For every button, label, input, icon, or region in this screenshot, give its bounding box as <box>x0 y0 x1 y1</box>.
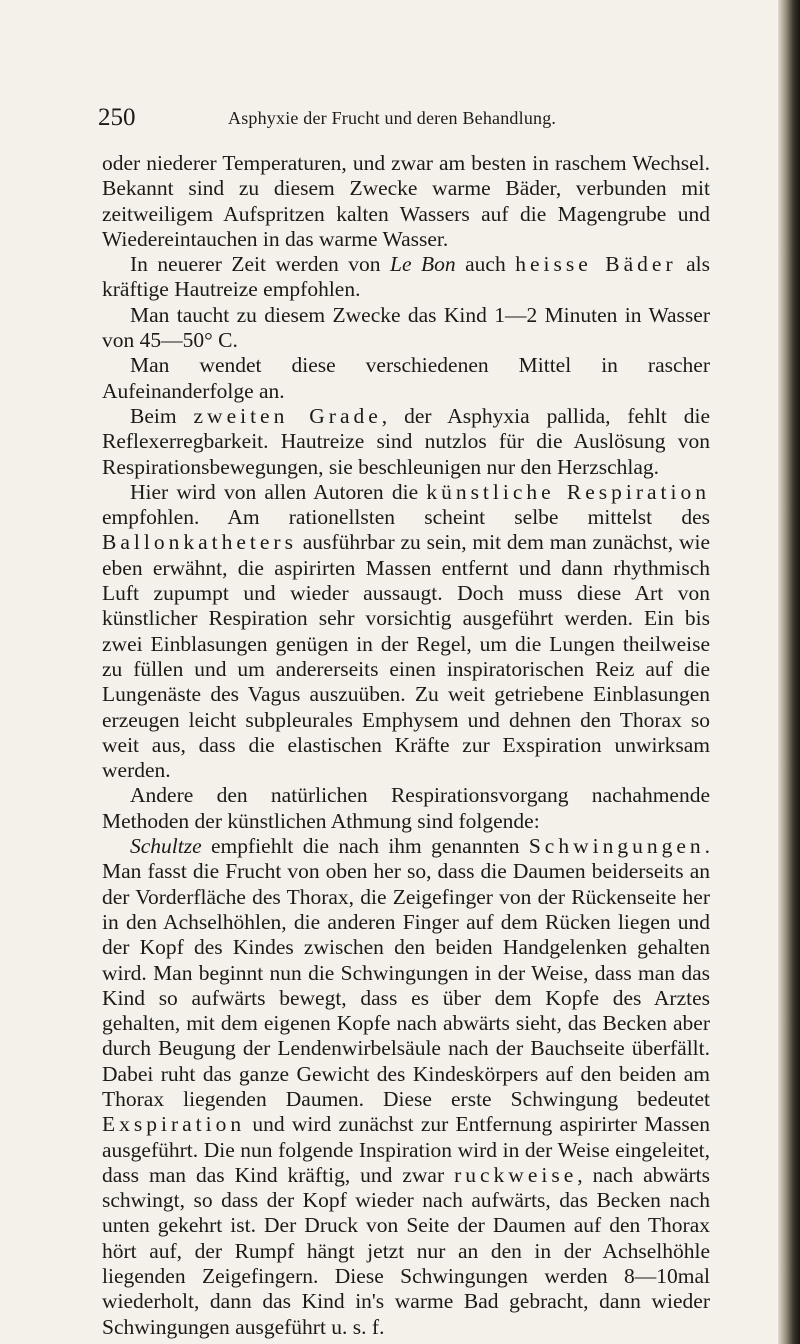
author-name: Schultze <box>130 834 202 859</box>
page-header <box>98 104 778 144</box>
text-run: auch <box>455 252 516 277</box>
emphasis: Exspiration <box>102 1112 246 1137</box>
text-run: , nach abwärts schwingt, so dass der Kopf wieder nach aufwärts, das Becken nach unten gekehrt ist. Der Druck von Seite der Daumen auf den Thorax hört auf, der Rumpf hängt jetzt nur an den in der Achselhöhle liegenden Zeigefingern. Diese Schwingungen werden 8—10mal wiederholt, dann das Kind in's warme Bad gebracht, dann wieder Schwingungen ausgeführt u. s. f. <box>102 1162 710 1339</box>
emphasis: heisse Bäder <box>515 252 677 277</box>
text-run: empfiehlt die nach ihm genannten <box>201 834 529 859</box>
paragraph <box>102 151 710 252</box>
running-title: Asphyxie der Frucht und deren Behandlung. <box>228 108 557 128</box>
text-run: ausführbar zu sein, mit dem man zunächst, wie eben erwähnt, die aspirirten Massen entfernt und dann rhythmisch Luft zupumpt und wieder aussaugt. Doch muss diese Art von künstlicher Respiration sehr vorsichtig ausgeführt werden. Ein bis zwei Einblasungen genügen in der Regel, um die Lungen theilweise zu füllen und um andererseits einen inspiratorischen Reiz auf die Lungenäste des Vagus auszuüben. Zu weit getriebene Einblasungen erzeugen leicht subpleurales Emphysem und dehnen den Thorax so weit aus, dass die elastischen Kräfte zur Exspiration unwirksam werden. <box>102 530 710 783</box>
text-run: Andere den natürlichen Respirationsvorgang nachahmende Methoden der künstlichen Athmung sind folgende: <box>102 783 710 833</box>
emphasis: künstliche Respiration <box>426 479 710 504</box>
paragraph <box>102 480 710 784</box>
author-name: Le Bon <box>390 252 456 277</box>
body-text <box>102 151 710 1340</box>
paragraph <box>102 783 710 834</box>
text-run: Beim <box>130 403 194 428</box>
text-run: und wird zunächst zur Entfernung aspirirter Massen ausgeführt. Die nun folgende Inspiration wird in der Weise eingeleitet, dass man das Kind kräftig, und zwar <box>102 1112 710 1187</box>
paragraph <box>102 834 710 1340</box>
emphasis: Schwingungen <box>528 834 705 859</box>
paragraph <box>102 303 710 354</box>
emphasis: ruckweise <box>454 1162 578 1187</box>
paragraph <box>102 404 710 480</box>
paragraph <box>102 252 710 303</box>
text-run: Man wendet diese verschiedenen Mittel in rascher Aufeinanderfolge an. <box>102 353 710 403</box>
text-run: empfohlen. Am rationellsten scheint selbe mittelst des <box>102 505 710 530</box>
text-run: . Man fasst die Frucht von oben her so, dass die Daumen beiderseits an der Vorderfläche des Thorax, die Zeigefinger von der Rückenseite her in den Achselhöhlen, die anderen Finger auf dem Rücken liegen und der Kopf des Kindes zwischen den beiden Handgelenken gehalten wird. Man beginnt nun die Schwingungen in der Weise, dass man das Kind so aufwärts bewegt, dass es über dem Kopfe des Arztes gehalten, mit dem eigenen Kopfe nach abwärts sieht, das Becken aber durch Beugung der Lendenwirbelsäule nach der Bauchseite überfällt. Dabei ruht das ganze Gewicht des Kindeskörpers auf den beiden am Thorax liegenden Daumen. Diese erste Schwingung bedeutet <box>102 834 710 1111</box>
text-run: Man taucht zu diesem Zwecke das Kind 1—2 Minuten in Wasser von 45—50° C. <box>102 302 710 353</box>
paragraph <box>102 353 710 404</box>
text-run: In neuerer Zeit werden von <box>130 252 390 277</box>
text-run: oder niederer Temperaturen, und zwar am besten in raschem Wechsel. Bekannt sind zu diesem Zwecke warme Bäder, verbunden mit zeitweiligem Aufspritzen kalten Wassers auf die Magengrube und Wiedereintauchen in das warme Wasser. <box>102 151 710 251</box>
text-run: , der Asphyxia pallida, fehlt die Reflexerregbarkeit. Hautreize sind nutzlos für die Auslösung von Respirationsbewegungen, sie beschleunigen nur den Herzschlag. <box>102 403 710 479</box>
emphasis: Ballonkatheters <box>102 530 297 555</box>
text-run: als kräftige Hautreize empfohlen. <box>102 252 711 302</box>
page-number: 250 <box>98 104 136 131</box>
emphasis: zweiten Grade <box>193 403 382 428</box>
text-run: Hier wird von allen Autoren die <box>130 479 427 504</box>
page-edge <box>778 0 800 1344</box>
